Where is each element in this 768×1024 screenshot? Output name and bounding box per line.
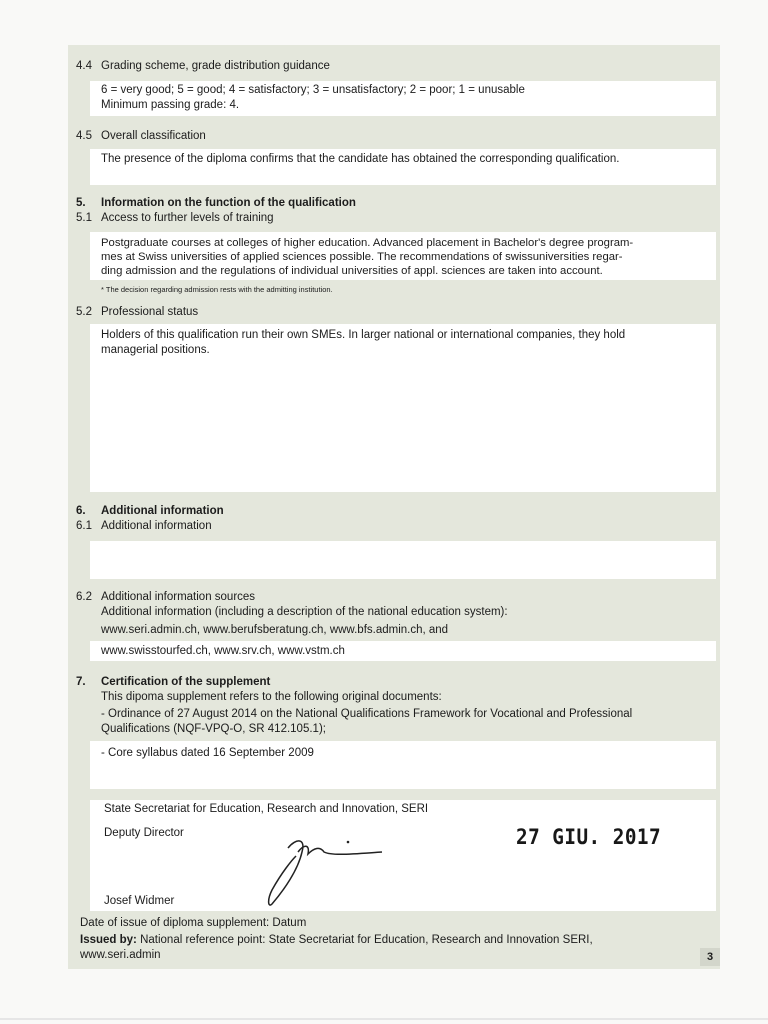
seri-url: www.seri.admin bbox=[80, 949, 161, 961]
info-sources-links: www.swisstourfed.ch, www.srv.ch, www.vstm.ch bbox=[101, 645, 345, 657]
issued-by bbox=[80, 933, 593, 948]
section-title: Additional information sources bbox=[101, 591, 256, 603]
handwritten-signature bbox=[262, 830, 392, 910]
professional-status-box bbox=[90, 324, 716, 492]
section-number: 4.5 bbox=[76, 130, 92, 142]
admission-footnote: * The decision regarding admission rests with the admitting institution. bbox=[101, 285, 333, 294]
section-number: 5.1 bbox=[76, 212, 92, 224]
section-heading: Information on the function of the qualification bbox=[101, 197, 356, 209]
issued-by-text: National reference point: State Secretariat for Education, Research and Innovation SERI, bbox=[136, 934, 593, 946]
issuing-organization: State Secretariat for Education, Research and Innovation, SERI bbox=[104, 803, 429, 815]
grading-box bbox=[90, 81, 716, 116]
section-title: Grading scheme, grade distribution guidance bbox=[101, 60, 330, 72]
section-heading: Additional information bbox=[101, 505, 224, 517]
status-line: managerial positions. bbox=[101, 344, 210, 356]
issue-date: Date of issue of diploma supplement: Datum bbox=[80, 917, 307, 929]
original-document: - Ordinance of 27 August 2014 on the National Qualifications Framework for Vocational and Professional bbox=[101, 708, 633, 720]
original-document: - Core syllabus dated 16 September 2009 bbox=[101, 747, 314, 759]
additional-info-box bbox=[90, 541, 716, 579]
access-line: ding admission and the regulations of individual universities of appl. sciences are taken into account. bbox=[101, 265, 603, 277]
section-number: 4.4 bbox=[76, 60, 92, 72]
scan-edge bbox=[0, 1018, 768, 1020]
section-heading: Certification of the supplement bbox=[101, 676, 271, 688]
issued-by-label: Issued by: bbox=[80, 934, 137, 946]
grading-scale: 6 = very good; 5 = good; 4 = satisfactory; 3 = unsatisfactory; 2 = poor; 1 = unusable bbox=[101, 84, 525, 96]
classification-text: The presence of the diploma confirms that the candidate has obtained the corresponding qualification. bbox=[101, 153, 620, 165]
access-box bbox=[90, 232, 716, 280]
signature-box bbox=[90, 800, 716, 911]
signatory-name: Josef Widmer bbox=[104, 895, 175, 907]
section-title: Overall classification bbox=[101, 130, 206, 142]
access-line: Postgraduate courses at colleges of higher education. Advanced placement in Bachelor's degree program- bbox=[101, 237, 634, 249]
section-number: 6.1 bbox=[76, 520, 92, 532]
info-sources-text: Additional information (including a description of the national education system): bbox=[101, 606, 508, 618]
documents-box bbox=[90, 741, 716, 789]
info-sources-links: www.seri.admin.ch, www.berufsberatung.ch, www.bfs.admin.ch, and bbox=[101, 624, 449, 636]
minimum-grade: Minimum passing grade: 4. bbox=[101, 99, 240, 111]
signatory-role: Deputy Director bbox=[104, 827, 184, 839]
section-title: Professional status bbox=[101, 306, 199, 318]
date-stamp: 27 GIU. 2017 bbox=[516, 825, 662, 849]
section-title: Additional information bbox=[101, 520, 212, 532]
classification-box bbox=[90, 149, 716, 185]
original-document: Qualifications (NQF-VPQ-O, SR 412.105.1); bbox=[101, 723, 326, 735]
certification-intro: This dipoma supplement refers to the following original documents: bbox=[101, 691, 442, 703]
page-number: 3 bbox=[700, 948, 720, 966]
section-number: 6.2 bbox=[76, 591, 92, 603]
status-line: Holders of this qualification run their own SMEs. In larger national or international companies, they hold bbox=[101, 329, 626, 341]
info-sources-box bbox=[90, 641, 716, 661]
access-line: mes at Swiss universities of applied sciences possible. The recommendations of swissuniversities regar- bbox=[101, 251, 623, 263]
section-title: Access to further levels of training bbox=[101, 212, 274, 224]
section-number: 7. bbox=[76, 676, 86, 688]
section-number: 5. bbox=[76, 197, 86, 209]
section-number: 5.2 bbox=[76, 306, 92, 318]
section-number: 6. bbox=[76, 505, 86, 517]
